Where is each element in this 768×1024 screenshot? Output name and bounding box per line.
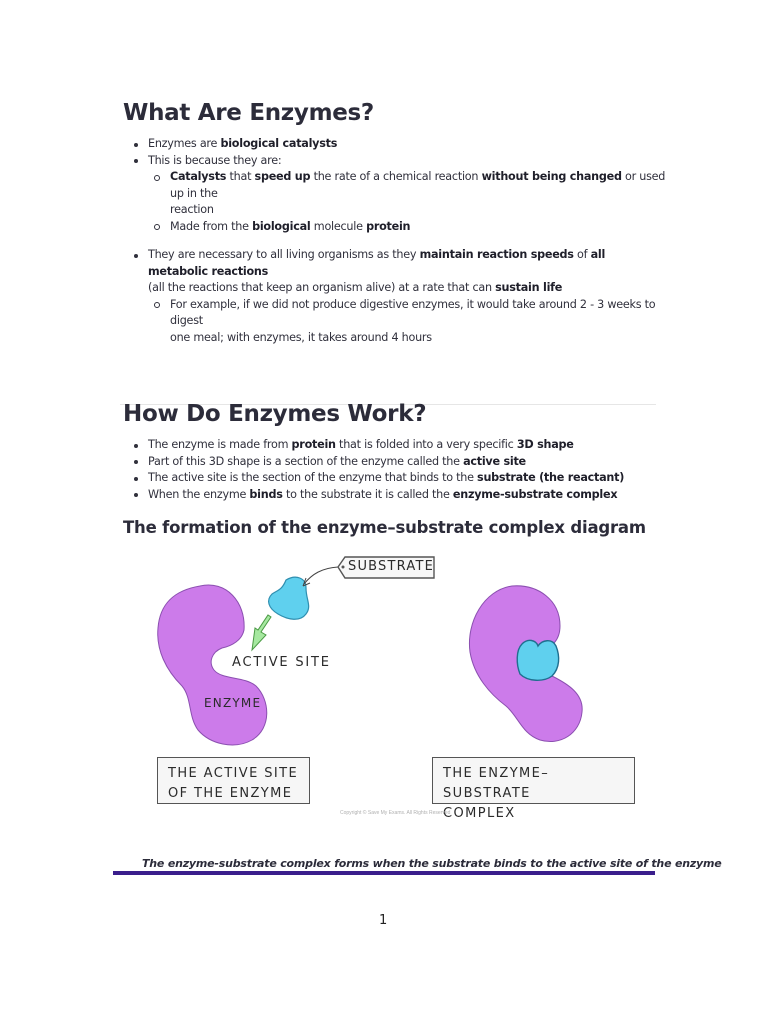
text: molecule	[310, 219, 367, 233]
text: or used up in the	[170, 170, 666, 200]
bold-text: all metabolic reactions	[148, 248, 606, 278]
bold-text: active site	[463, 454, 526, 468]
bold-text: Catalysts	[170, 170, 227, 183]
bold-text: enzyme-substrate complex	[452, 487, 618, 501]
arrow-icon	[252, 615, 271, 650]
figure-caption: The enzyme-substrate complex forms when the substrate binds to the active site of the enzyme	[142, 857, 722, 870]
label-box-active-site	[157, 757, 310, 804]
pointer-line	[304, 567, 338, 584]
bold-text: binds	[249, 487, 283, 501]
text: This is because they are:	[148, 153, 282, 167]
box-line: THE ACTIVE SITE	[168, 766, 299, 781]
bold-text: 3D shape	[516, 438, 574, 451]
text: The enzyme is made from	[148, 438, 292, 451]
section-title-what-are-enzymes: What Are Enzymes?	[123, 100, 374, 126]
bold-text: speed up	[254, 170, 311, 183]
text: (all the reactions that keep an organism alive) at a rate that can	[148, 281, 496, 294]
text: the rate of a chemical reaction	[310, 170, 482, 183]
text: to the substrate it is called the	[282, 487, 453, 501]
bold-text: sustain life	[495, 281, 563, 294]
text: reaction	[170, 203, 214, 216]
text: Part of this 3D shape is a section of the enzyme called the	[148, 454, 464, 468]
text: Enzymes are	[148, 137, 221, 150]
diagram-title: The formation of the enzyme–substrate complex diagram	[123, 518, 646, 537]
bold-text: protein	[366, 219, 411, 233]
substrate-shape-right	[517, 640, 558, 680]
page-number: 1	[379, 913, 388, 928]
box-line: THE ENZYME–SUBSTRATE	[443, 766, 550, 801]
text: of	[573, 248, 591, 261]
caption-rule	[113, 871, 655, 875]
label-box-complex	[432, 757, 635, 821]
box-line: COMPLEX	[443, 806, 516, 821]
substrate-label: SUBSTRATE	[348, 559, 434, 574]
text: They are necessary to all living organisms as they	[148, 248, 420, 261]
bold-text: without being changed	[481, 170, 622, 183]
box-line: OF THE ENZYME	[168, 786, 293, 801]
text: When the enzyme	[148, 487, 250, 501]
substrate-shape-left	[269, 577, 309, 619]
bold-text: substrate (the reactant)	[477, 471, 625, 484]
section-title-how-do-enzymes-work: How Do Enzymes Work?	[123, 401, 427, 427]
enzyme-label: ENZYME	[204, 696, 262, 710]
text: The active site is the section of the enzyme that binds to the	[148, 471, 478, 484]
bold-text: protein	[291, 438, 336, 451]
copyright-notice: Copyright © Save My Exams. All Rights Reserved	[340, 810, 451, 816]
text: that is folded into a very specific	[335, 438, 517, 451]
text: Made from the	[170, 219, 253, 233]
text: that	[226, 170, 255, 183]
tag-hole	[342, 566, 345, 569]
text: one meal; with enzymes, it takes around 4 hours	[170, 330, 432, 344]
bold-text: biological	[252, 219, 311, 233]
text: For example, if we did not produce digestive enzymes, it would take around 2 - 3 weeks to digest	[170, 297, 656, 327]
bold-text: maintain reaction speeds	[419, 248, 574, 261]
bold-text: biological catalysts	[220, 137, 338, 150]
active-site-label: ACTIVE SITE	[232, 655, 331, 670]
